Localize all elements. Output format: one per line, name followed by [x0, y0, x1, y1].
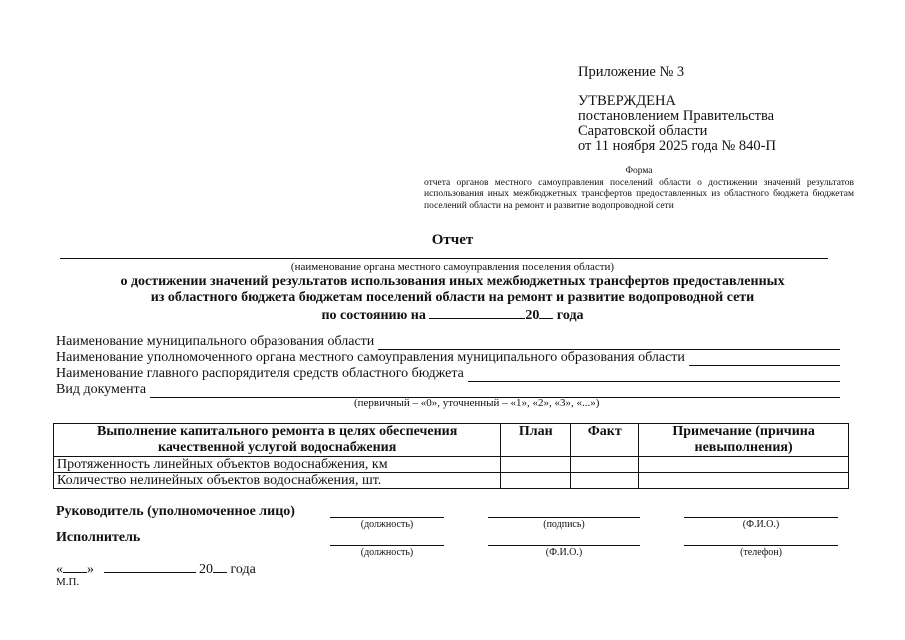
date-year-prefix: 20: [525, 308, 540, 323]
year-blank[interactable]: [539, 306, 553, 319]
stamp-label: М.П.: [56, 576, 80, 588]
sign-year-prefix: 20: [199, 562, 213, 577]
field-authorized-body-input[interactable]: [689, 353, 840, 366]
decree-line-2: Саратовской области: [578, 123, 708, 139]
field-chief-manager-input[interactable]: [468, 369, 840, 382]
form-description: отчета органов местного самоуправления поселений области о достижении значений результатов использования иных межбюджетных трансфертов предоставленных из областного бюджета бюджетам поселений области на ремонт и развитие водопроводной сети: [424, 177, 854, 211]
decree-line-1: постановлением Правительства: [578, 108, 775, 124]
report-date-line: [40, 306, 865, 324]
executor-position-caption: (должность): [360, 547, 414, 558]
field-authorized-body-label: Наименование уполномоченного органа местного самоуправления муниципального образования области: [56, 350, 685, 365]
form-label: Форма: [625, 166, 653, 176]
field-municipality: [56, 334, 840, 350]
field-municipality-label: Наименование муниципального образования области: [56, 334, 375, 349]
table-header-row: [54, 424, 849, 457]
table-row: [54, 457, 849, 473]
row-note-cell[interactable]: [639, 473, 849, 489]
table-row: [54, 473, 849, 489]
row-plan-cell[interactable]: [501, 457, 571, 473]
decree-line-3: от 11 ноября 2025 года № 840-П: [578, 138, 776, 154]
row-plan-cell[interactable]: [501, 473, 571, 489]
report-subtitle-2: из областного бюджета бюджетам поселений области на ремонт и развитие водопроводной сети: [150, 290, 755, 305]
day-blank[interactable]: [63, 561, 87, 573]
report-subtitle-1: о достижении значений результатов использования иных межбюджетных трансфертов предоставленных: [120, 274, 785, 289]
head-signature-line[interactable]: [488, 517, 640, 518]
row-fact-cell[interactable]: [571, 457, 639, 473]
date-prefix: по состоянию на: [321, 308, 426, 323]
sign-year-blank[interactable]: [213, 561, 227, 573]
executor-phone-caption: (телефон): [740, 547, 782, 558]
row-indicator: Количество нелинейных объектов водоснабжения, шт.: [54, 473, 501, 489]
field-doc-type: [56, 382, 840, 398]
field-chief-manager: [56, 366, 840, 382]
executor-phone-line[interactable]: [684, 545, 838, 546]
row-note-cell[interactable]: [639, 457, 849, 473]
date-open-quote: «: [56, 562, 63, 577]
approved-label: УТВЕРЖДЕНА: [578, 93, 676, 109]
header-plan: План: [501, 424, 571, 457]
sign-date-line: [56, 561, 256, 578]
field-authorized-body: [56, 350, 840, 366]
header-fact: Факт: [571, 424, 639, 457]
org-name-caption: (наименование органа местного самоуправления поселения области): [290, 261, 615, 273]
form-note: [424, 166, 854, 212]
row-fact-cell[interactable]: [571, 473, 639, 489]
sign-date-suffix: года: [230, 562, 256, 577]
executor-name-line[interactable]: [488, 545, 640, 546]
field-doc-type-label: Вид документа: [56, 382, 147, 397]
doc-type-caption: (первичный – «0», уточненный – «1», «2», «3», «...»): [354, 397, 600, 409]
report-table: [53, 423, 849, 489]
report-title: Отчет: [431, 232, 474, 248]
head-signature-caption: (подпись): [543, 519, 585, 530]
field-chief-manager-label: Наименование главного распорядителя средств областного бюджета: [56, 366, 464, 381]
row-indicator: Протяженность линейных объектов водоснабжения, км: [54, 457, 501, 473]
date-close-quote: »: [87, 562, 94, 577]
executor-name-caption: (Ф.И.О.): [545, 547, 583, 558]
date-blank[interactable]: [429, 306, 525, 319]
appendix-label: Приложение № 3: [578, 64, 685, 80]
header-indicator: Выполнение капитального ремонта в целях обеспечения качественной услугой водоснабжения: [54, 424, 501, 457]
executor-position-line[interactable]: [330, 545, 444, 546]
head-position-line[interactable]: [330, 517, 444, 518]
field-municipality-input[interactable]: [378, 337, 840, 350]
head-name-line[interactable]: [684, 517, 838, 518]
header-note: Примечание (причина невыполнения): [639, 424, 849, 457]
org-name-line: [60, 258, 828, 259]
head-signature-label: Руководитель (уполномоченное лицо): [56, 504, 295, 519]
executor-label: Исполнитель: [56, 530, 141, 545]
date-suffix: года: [556, 308, 584, 323]
month-blank[interactable]: [104, 561, 196, 573]
head-position-caption: (должность): [360, 519, 414, 530]
head-name-caption: (Ф.И.О.): [742, 519, 780, 530]
